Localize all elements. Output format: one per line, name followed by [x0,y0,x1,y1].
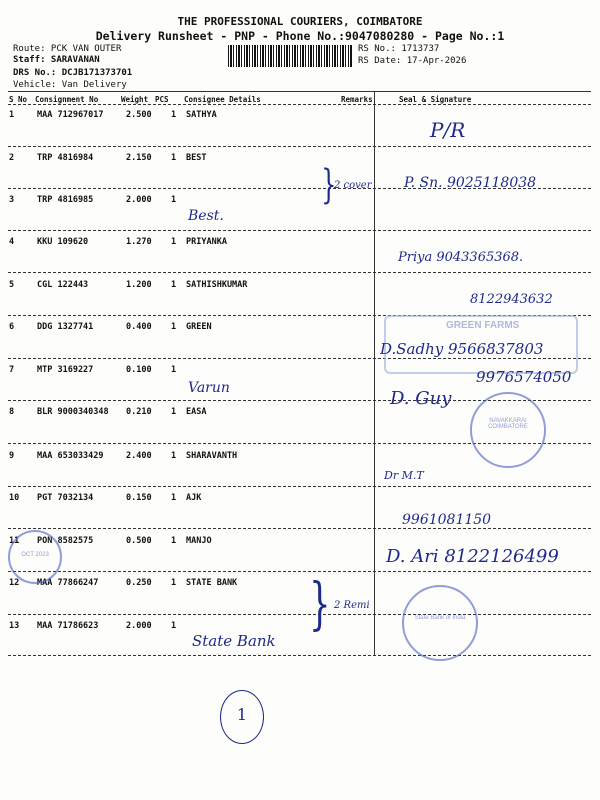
row11-signature: D. Ari 8122126499 [386,546,559,567]
row-weight: 2.000 [126,621,152,631]
row7-signature: 9976574050 [476,368,572,386]
row-consignment: PON 8582575 [37,536,94,546]
row2-signature: P. Sn. 9025118038 [404,175,537,191]
row-sno: 2 [9,153,15,163]
row-consignment: BLR 9000340348 [37,407,109,417]
row-consignment: MAA 712967017 [37,110,104,120]
row8-signature: D. Guy [390,388,452,409]
brace-mark: } [321,162,337,208]
row-consignee: AJK [186,493,202,503]
row-sno: 3 [9,195,15,205]
row-sno: 11 [9,536,20,546]
row-consignment: MAA 653033429 [37,451,104,461]
row-weight: 2.500 [126,110,152,120]
row-pcs: 1 [171,451,177,461]
row-divider [8,614,591,615]
row4-signature: Priya 9043365368. [398,250,524,265]
row-consignment: MAA 77866247 [37,578,99,588]
row-pcs: 1 [171,493,177,503]
pon-date-stamp-text: OCT 2023 [21,552,49,558]
row-weight: 2.150 [126,153,152,163]
table-bottom-border [8,655,591,656]
row-consignee: SATHYA [186,110,217,120]
row-divider [8,272,591,273]
row-weight: 0.150 [126,493,152,503]
page-circle-number: 1 [236,705,248,724]
row-consignment: MTP 3169227 [37,365,94,375]
row-pcs: 1 [171,407,177,417]
row2-remark: 2 cover [334,180,372,191]
rs-date: RS Date: 17-Apr-2026 [358,56,467,66]
col-pcs: PCS [155,95,169,104]
row7-handwritten-name: Varun [188,380,230,396]
row9-signature: Dr M.T [384,469,424,482]
col-consignment: Consignment No [35,95,99,104]
col-consignee: Consignee Details [184,95,261,104]
header-divider [8,104,591,105]
col-remarks: Remarks [341,95,373,104]
row-divider [8,528,591,529]
barcode [228,45,352,67]
row-weight: 1.270 [126,237,152,247]
row-pcs: 1 [171,110,177,120]
row-weight: 1.200 [126,280,152,290]
row-consignment: TRP 4816984 [37,153,94,163]
vehicle-info: Vehicle: Van Delivery [13,80,127,90]
row-pcs: 1 [171,195,177,205]
drs-number: DRS No.: DCJB171373701 [13,68,133,78]
college-seal-text: NAVAKKARAI COIMBATORE [488,418,528,430]
row-pcs: 1 [171,621,177,631]
col-weight: Weight [121,95,149,104]
row-sno: 1 [9,110,15,120]
company-name: THE PROFESSIONAL COURIERS, COIMBATORE [177,15,423,28]
col-seal-signature: Seal & Signature [399,95,472,104]
row-consignee: MANJO [186,536,212,546]
row-sno: 6 [9,322,15,332]
row-consignment: PGT 7032134 [37,493,94,503]
row5-signature: 8122943632 [470,292,553,307]
row-consignee: PRIYANKA [186,237,227,247]
bank-seal [402,585,478,661]
row-consignment: TRP 4816985 [37,195,94,205]
college-seal [470,392,546,468]
row-divider [8,146,591,147]
row-consignee: EASA [186,407,207,417]
row-divider [8,571,591,572]
row-divider [8,230,591,231]
row-sno: 13 [9,621,20,631]
row1-signature: P/R [430,118,466,142]
row-consignment: MAA 71786623 [37,621,99,631]
row-consignee: SHARAVANTH [186,451,238,461]
row-pcs: 1 [171,322,177,332]
runsheet-title: Delivery Runsheet - PNP - Phone No.:9047080280 - Page No.:1 [95,29,505,43]
brace-mark: } [309,572,331,637]
row-pcs: 1 [171,280,177,290]
page-circle-mark [220,690,264,744]
row-sno: 5 [9,280,15,290]
row-sno: 10 [9,493,20,503]
row-consignment: DDG 1327741 [37,322,94,332]
row-weight: 0.210 [126,407,152,417]
row-sno: 9 [9,451,15,461]
col-sno: S No [9,95,28,104]
row-consignee: SATHISHKUMAR [186,280,248,290]
row-sno: 12 [9,578,20,588]
row-weight: 0.500 [126,536,152,546]
route-info: Route: PCK VAN OUTER [13,44,122,54]
green-farms-stamp-text: GREEN FARMS [446,320,520,331]
row6-signature: D.Sadhy 9566837803 [380,340,544,358]
bank-seal-text: State Bank of India [414,615,466,621]
row-consignee: BEST [186,153,207,163]
rs-number: RS No.: 1713737 [358,44,440,54]
row3-handwritten-name: Best. [188,208,224,224]
row-weight: 2.000 [126,195,152,205]
row-weight: 0.250 [126,578,152,588]
row10-signature: 9961081150 [402,512,492,528]
row12-remark: 2 Remi [334,600,370,611]
row-consignment: KKU 109620 [37,237,89,247]
pon-date-stamp [8,530,62,584]
row-consignment: CGL 122443 [37,280,89,290]
row-pcs: 1 [171,153,177,163]
row-pcs: 1 [171,365,177,375]
row-pcs: 1 [171,536,177,546]
row-sno: 7 [9,365,15,375]
staff-info: Staff: SARAVANAN [13,55,100,65]
row13-handwritten-name: State Bank [192,632,276,650]
row-weight: 0.400 [126,322,152,332]
table-top-border [8,91,591,92]
row-consignee: STATE BANK [186,578,238,588]
row-sno: 8 [9,407,15,417]
row-pcs: 1 [171,237,177,247]
row-sno: 4 [9,237,15,247]
row-weight: 0.100 [126,365,152,375]
row-weight: 2.400 [126,451,152,461]
row-divider [8,486,591,487]
row-pcs: 1 [171,578,177,588]
row-consignee: GREEN [186,322,212,332]
